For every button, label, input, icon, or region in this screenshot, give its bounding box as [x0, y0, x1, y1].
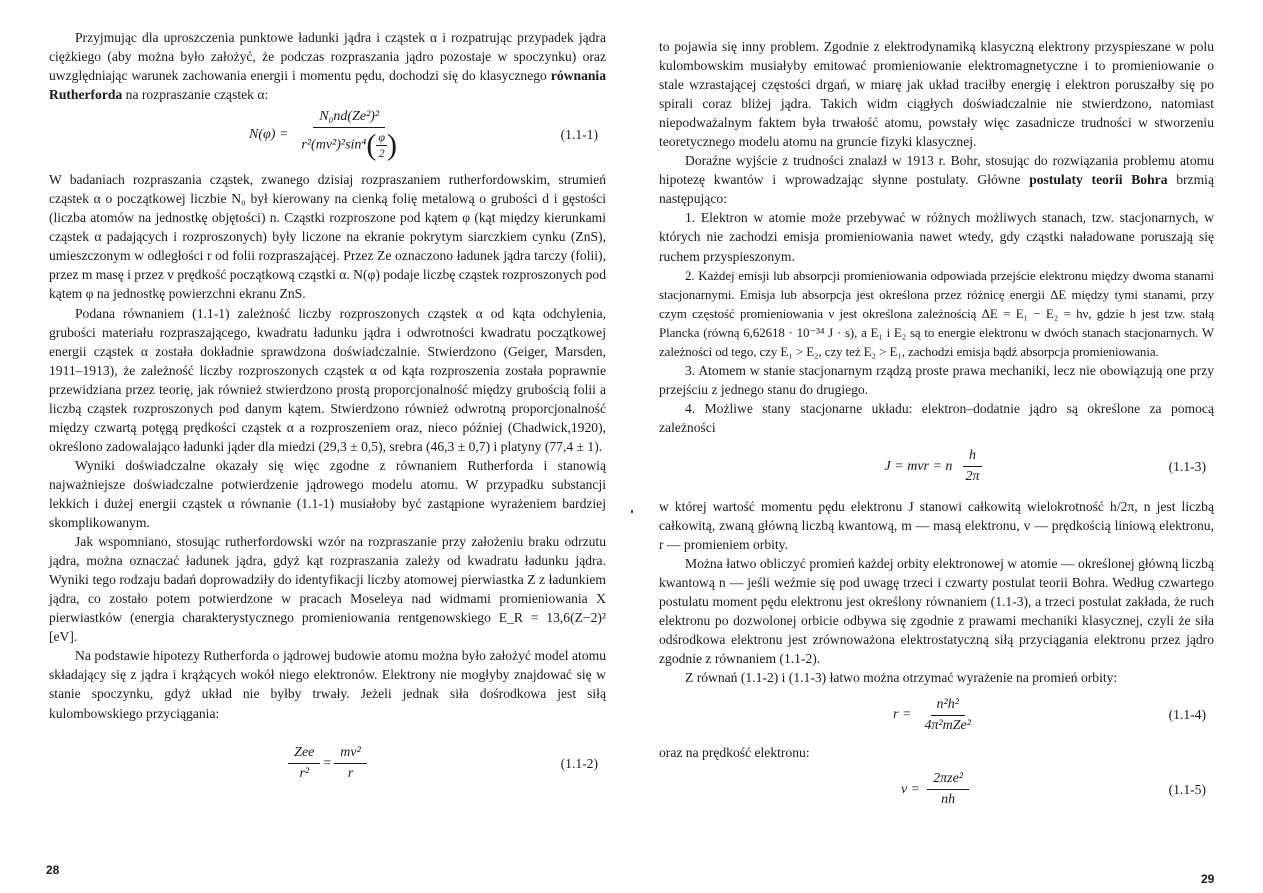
paragraph: w której wartość momentu pędu elektronu J stanowi całkowitą wielokrotność h/2π, n jest liczbą całkowitą, zwaną główną liczbą kwantową, m — masą elektronu, v — prędkością liniową elektronu, r — promieniem orbity.	[659, 498, 1214, 553]
bohr-postulates-term: postulaty teorii Bohra	[1029, 172, 1168, 188]
page-number-left: 28	[46, 863, 60, 877]
postulate-3: 3. Atomem w stanie stacjonarnym rządzą proste prawa mechaniki, lecz nie obowiązują one przy przejściu z jednego stanu do drugiego.	[659, 362, 1214, 397]
paragraph: Na podstawie hipotezy Rutherforda o jądrowej budowie atomu można było założyć model atomu składający się z jądra i krążących wokół niego elektronów. Elektrony nie mogłyby znajdować się w stanie spoczynku, gdyż układ nie byłby trwały. Jeżeli jednak siła dośrodkowa jest siłą kulombowskiego przyciągania:	[49, 648, 606, 721]
equation-label: (1.1-2)	[560, 755, 598, 771]
paragraph: W badaniach rozpraszania cząstek, zwanego dzisiaj rozpraszaniem rutherfordowskim, strumień cząstek α o początkowej liczbie N₀ był kierowany na cienką folię metalową o grubości d i gęstości (liczba atomów na jednostkę objętości) n. Cząstki rozproszone pod kątem φ (kąt między kierunkami cząstek α padających i rozproszonych) były liczone na ekranie pokrytym siarczkiem cynku (ZnS), umieszczonym w odległości r od folii rozpraszającej. Przez Ze oznaczono ładunek jądra tarczy (folii), przez m masę i przez v prędkość początkową cząstki α. N(φ) podaje liczbę cząstek rozproszonych pod kątem φ na jednostkę powierzchni ekranu ZnS.	[49, 172, 606, 302]
equation-1-1-4: r = $\frac{\text{n²h²}}{\text{4π²mZe²}}$ (1.1-4)	[893, 696, 1206, 733]
equation-label: (1.1-3)	[1168, 458, 1206, 474]
page-number-right: 29	[1201, 872, 1215, 886]
paragraph: Przyjmując dla uproszczenia punktowe ładunki jądra i cząstek α i rozpatrując przypadek jądra ciężkiego (aby można było założyć, że podczas rozpraszania jądro pozostaje w spoczynku) oraz uwzględniając warunek zachowania energii i momentu pędu, dochodzi się do klasycznego równania Rutherforda na rozpraszanie cząstek α:	[49, 30, 606, 103]
left-page	[49, 28, 606, 797]
equation-label: (1.1-4)	[1168, 707, 1206, 723]
equation-denominator: r²(mv²)²sin⁴( $\frac{\varphi}{2}$ )	[301, 128, 397, 162]
postulate-4: 4. Możliwe stany stacjonarne układu: elektron–dodatnie jądro są określone za pomocą zależności	[659, 400, 1214, 435]
postulate-1: 1. Elektron w atomie może przebywać w różnych możliwych stanach, tzw. stacjonarnych, w których nie zachodzi emisja promieniowania nawet wtedy, gdy cząstki naładowane poruszają się ruchem przyspieszonym.	[659, 210, 1214, 264]
paragraph: Z równań (1.1-2) i (1.1-3) łatwo można otrzymać wyrażenie na promień orbity:	[685, 670, 1118, 686]
equation-label: (1.1-5)	[1168, 781, 1206, 797]
equation-lhs: N(φ) =	[249, 127, 289, 143]
paragraph: Można łatwo obliczyć promień każdej orbity elektronowej w atomie — określonej główną liczbą kwantową n — jeśli weźmie się pod uwagę trzeci i czwarty postulat teorii Bohra. Według czwartego postulatu moment pędu elektronu jest określony równaniem (1.1-3), a trzeci postulat zakłada, że ruch elektronu po dozwolonej orbicie odbywa się zgodnie z prawami mechaniki klasycznej, czyli że siła odśrodkowa elektronu jest zrównoważona elektrostatyczną siłą przyciągania elektronu przez jądro zgodnie z równaniem (1.1-2).	[659, 556, 1214, 667]
paragraph: Doraźne wyjście z trudności znalazł w 1913 r. Bohr, stosując do rozwiązania problemu atomu hipotezę kwantów i wprowadzając słynne postulaty. Główne postulaty teorii Bohra brzmią następująco:	[659, 153, 1214, 207]
paragraph: Jak wspomniano, stosując rutherfordowski wzór na rozpraszanie przy założeniu braku odrzutu jądra, można oznaczać ładunek jądra, gdyż kąt rozpraszania zależy od kwadratu ładunku jądra. Wyniki tego rodzaju badań doprowadziły do identyfikacji liczby atomowej pierwiastka Z z ładunkiem jądra, co zostało potem potwierdzone w pracach Moseleya nad widmami promieniowania X pierwiastków (energia charakterystycznego promieniowania rentgenowskiego E_R = 13,6(Z−2)² [eV].	[49, 534, 606, 645]
paragraph: Podana równaniem (1.1-1) zależność liczby rozproszonych cząstek α od kąta odchylenia, grubości materiału rozpraszającego, kwadratu ładunku jądra i odwrotności kwadratu początkowej energii cząstek α została dokładnie sprawdzona doświadczalnie. Stwierdzono (Geiger, Marsden, 1911–1913), że zależność liczby rozproszonych cząstek α od kąta rozproszenia została poprawnie przewidziana przez teorię, jak również stwierdzono prostą proporcjonalność między grubością folii a liczbą cząstek rozproszonych pod danym kątem. Stwierdzono również odwrotną proporcjonalność między czwartą potęgą prędkości cząstek α a rozproszeniem oraz, nieco później (Chadwick,1920), określono zadowalająco ładunki jąder dla miedzi (29,3 ± 0,5), srebra (46,3 ± 0,7) i platyny (77,4 ± 1).	[49, 305, 606, 454]
equation-1-1-1	[49, 104, 606, 166]
equation-label: (1.1-1)	[560, 127, 598, 143]
half-angle-fraction: $\frac{\varphi}{2}$	[378, 130, 385, 161]
equation-numerator: N₀nd(Ze²)²	[313, 109, 385, 128]
equation-1-1-5: v = $\frac{\text{2πze²}}{nh}$ (1.1-5)	[900, 771, 1206, 807]
right-page	[659, 37, 1214, 817]
equation-fraction-right: $\frac{\text{mv²}}{r}$	[334, 745, 367, 782]
print-speck	[631, 510, 633, 513]
equation-1-1-3: J = mvr = n $\frac{h}{2\pi}$ (1.1-3)	[884, 448, 1206, 485]
equation-fraction-left: $\frac{\text{Zee}}{\text{r²}}$	[288, 745, 320, 782]
equation-1-1-2: $\frac{\text{Zee}}{\text{r²}}$ = $\frac{\text{mv²}}{r}$ (1.1-2)	[49, 731, 606, 797]
equation-fraction	[295, 109, 403, 161]
postulate-2: 2. Każdej emisji lub absorpcji promieniowania odpowiada przejście elektronu między dwoma stanami stacjonarnymi. Emisja lub absorpcja jest określona przez różnicę energii ΔE między tymi stanami, przy czym częstość promieniowania ν jest określona zależnością ΔE = E₁ − E₂ = hν, gdzie h jest tzw. stałą Plancka (równą 6,62618 · 10⁻³⁴ J · s), a E₁ i E₂ są to energie elektronu w dwóch stanach stacjonarnych. W zależności od tego, czy E₁ > E₂, czy też E₂ > E₁, zachodzi emisja bądź absorpcja promieniowania.	[659, 267, 1214, 359]
rutherford-equation-term: równania Rutherforda	[49, 68, 606, 103]
paragraph: to pojawia się inny problem. Zgodnie z elektrodynamiką klasyczną elektrony przyspieszane w polu kulombowskim musiałyby emitować promieniowanie elektromagnetyczne i to promieniowanie o stale wzrastającej częstości drgań, w miarę jak układ traciłby energię i elektron poruszałby się po spirali coraz bliżej jądra. Takich widm ciągłych doświadczalnie nie stwierdzono, natomiast niepodważalnym faktem była trwałość atomu, powstały więc zasadnicze trudności w stworzeniu teoretycznego modelu atomu na gruncie fizyki klasycznej.	[659, 39, 1214, 150]
paragraph: Wyniki doświadczalne okazały się więc zgodne z równaniem Rutherforda i stanowią najważniejsze doświadczalne potwierdzenie jądrowego modelu atomu. W przypadku substancji lekkich i dużej energii cząstek α równanie (1.1-1) musiałoby być zastąpione wyrażeniem bardziej skomplikowanym.	[49, 457, 606, 531]
paragraph: oraz na prędkość elektronu:	[659, 745, 810, 761]
